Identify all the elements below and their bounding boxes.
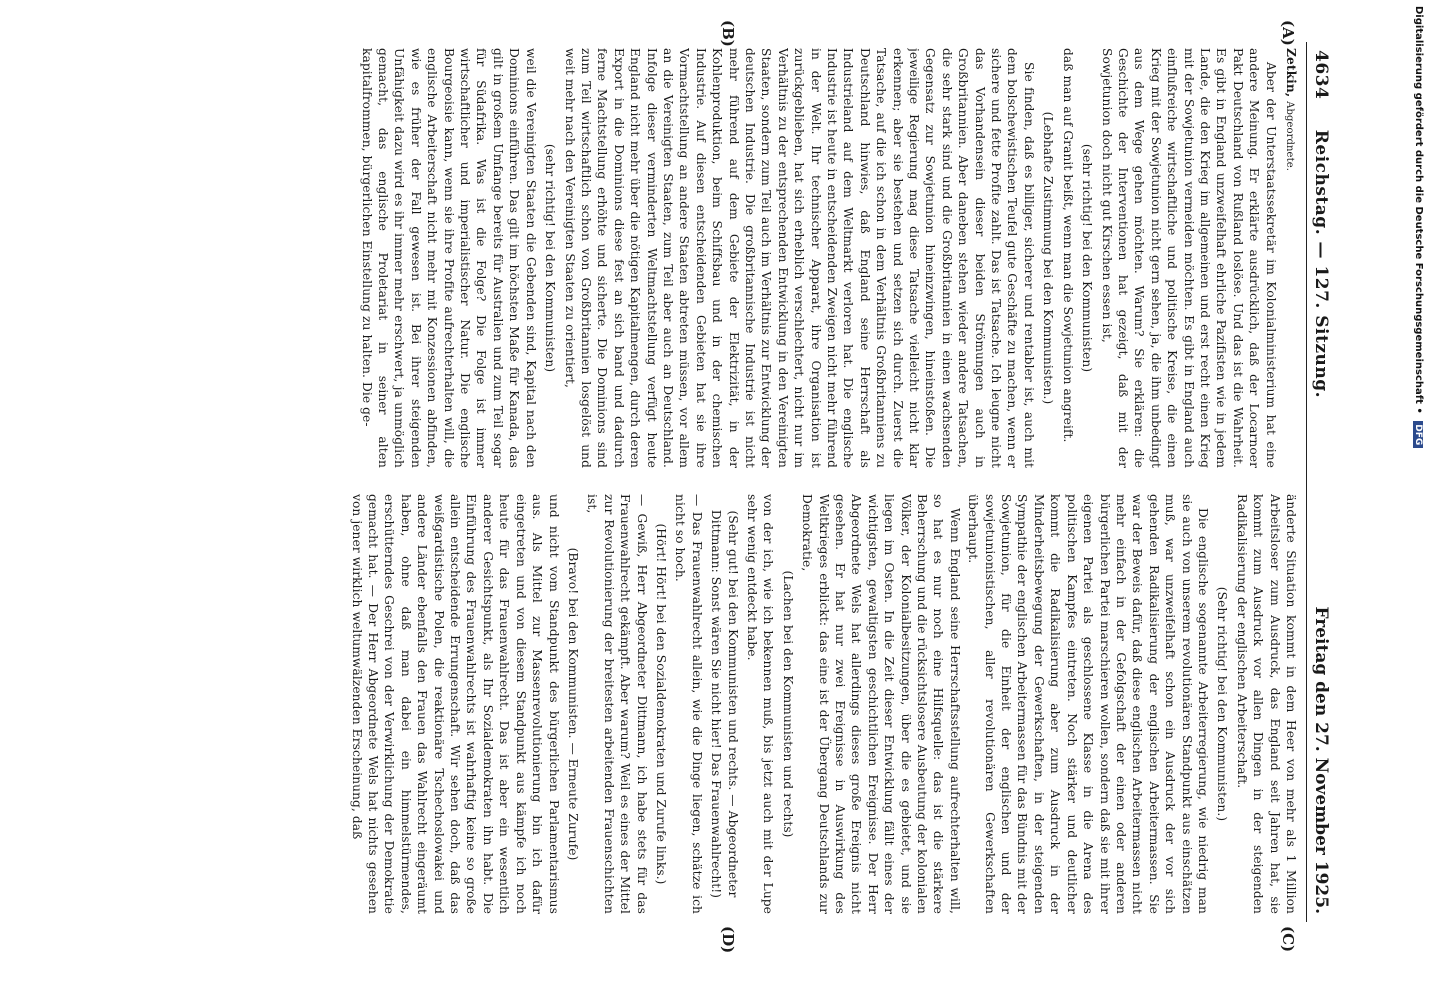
header-rule: [1306, 42, 1307, 922]
paragraph: und nicht vom Standpunkt des bürgerlichen Parlamentarismus aus. Als Mittel zur Massenrevolutionierung bin ich dafür eingetreten und von diesem Standpunkt aus kämpfe ich noch heute für das Frauenwahlrecht. Das ist aber ein wesentlich anderer Gesichtspunkt, als Ihr Sozialdemokraten ihn habt. Die Einführung des Frauenwahlrechts ist wahrhaftig keine so große allein entscheidende Errungenschaft. Wir sehen doch, daß das weißgardistische Polen, die reaktionäre Tschechoslowakei und andere Länder ebenfalls den Frauen das Wahlrecht eingeräumt haben, ohne daß man dabei ein himmelstürmendes, erschütterndes Geschrei von der Verwirklichung der Demokratie gemacht hat. — Der Herr Abgeordnete Wels hat nichts gesehen von jener wirklich weltumwälzenden Erscheinung, daß: [349, 494, 561, 914]
interjection: (sehr richtig! bei den Kommunisten): [1080, 143, 1095, 373]
speaker-role: Abgeordnete.: [1284, 101, 1295, 171]
paragraph: weil die Vereinigten Staaten die Gebenden sind, Kapital nach den Dominions einführen. Das gilt im höchsten Maße für Kanada, das gilt in großem Umfange bereits für Australien und zum Teil sogar für Südafrika. Was ist die Folge? Die Folge ist immer wirtschaftlicher und imperialistischer Natur. Die englische Bourgeoisie kann, wenn sie ihre Profite aufrechterhalten will, die englische Arbeiterschaft nicht mehr mit Konzessionen abfinden, wie es früher der Fall gewesen ist. Bei ihrer steigenden Unfähigkeit dazu wird es ihr immer mehr erschwert, ja unmöglich gemacht, das englische Proletariat in seiner alten kapitalfrommen, bürgerlichen Einstellung zu halten. Die ge-: [359, 48, 538, 468]
marker-a: (A): [1279, 20, 1297, 46]
paragraph: Aber der Unterstaatssekretär im Kolonialministerium hat eine andere Meinung. Er erklärte ausdrücklich, daß der Locarnoer Pakt Deutschland von Rußland loslöse. Und das ist die Wahrheit. Es gibt in England unzweifelhaft ehrliche Pazifisten wie in jedem Lande, die den Krieg im allgemeinen und erst recht einen Krieg mit der Sowjetunion vermeiden möchten. Es gibt in England auch einflußreiche wirtschaftliche und politische Kreise, die einen Krieg mit der Sowjetunion nicht gern sehen, ja, die ihm unbedingt aus dem Wege gehen möchten. Warum? Sie erklären: die Geschichte der Interventionen hat gezeigt, daß mit der Sowjetunion doch nicht gut Kirschen essen ist,: [1099, 48, 1278, 468]
digitization-note: [1410, 6, 1424, 996]
speaker-name: Zetkin,: [1284, 48, 1298, 98]
page-number: 4634: [1311, 50, 1331, 100]
interjection: (Lachen bei den Kommunisten und rechts): [780, 570, 795, 838]
interjection: (sehr richtig! bei den Kommunisten): [543, 143, 558, 373]
header-left-title: Reichstag. — 127. Sitzung.: [1311, 129, 1331, 399]
paragraph: Wenn England seine Herrschaftsstellung aufrechterhalten will, so hat es nur noch eine Hilfsquelle: das ist die stärkere Beherrschung und die rücksichtslosere Ausbeutung der kolonialen Völker, der Kolonialbesitzungen, über die es gebietet, und sie liegen im Osten. In die Zeit dieser Entwicklung fällt eines der wichtigsten, gewaltigsten geschichtlichen Ereignisse. Der Herr Abgeordnete Wels hat allerdings dieses große Ereignis nicht gesehen. Er hat nur zwei Ereignisse in Auswirkung des Weltkrieges erblickt: das eine ist der Übergang Deutschlands zur Demokratie,: [800, 494, 962, 914]
interjection: (Lebhafte Zustimmung bei den Kommunisten.): [1041, 111, 1056, 405]
interjection: (Hört! Hört! bei den Sozialdemokraten und Zurufe links.): [653, 523, 668, 885]
header-right-title: Freitag den 27. November 1925.: [1311, 606, 1331, 914]
digitization-note-text: Digitalisierung gefördert durch die Deutsche Forschungsgemeinschaft •: [1413, 6, 1424, 414]
interjection: (Bravo! bei den Kommunisten. — Erneute Zurufe): [565, 547, 580, 861]
interjection: (Sehr richtig! bei den Kommunisten.): [1215, 586, 1230, 822]
right-column: [119, 494, 1299, 914]
dfg-logo: DFG: [1413, 421, 1423, 448]
paragraph: Die englische sogenannte Arbeiterregierung, wie niedrig man sie auch von unserem revolutionären Standpunkt aus einschätzen muß, war unzweifelhaft schon ein Ausdruck der vor sich gehenden Radikalisierung der englischen Arbeitermassen. Sie war der Beweis dafür, daß diese englischen Arbeitermassen nicht mehr einfach in der Gefolgschaft der einen oder anderen bürgerlichen Partei marschieren wollen, sondern daß sie mit ihrer eigenen Partei als geschlossene Klasse in die Arena des politischen Kampfes eintreten. Noch stärker und deutlicher kommt die Radikalisierung aber zum Ausdruck in der Minderheitsbewegung der Gewerkschaften, in der steigenden Sympathie der englischen Arbeitermassen für das Bündnis mit der Sowjetunion, für die Einheit der englischen und der sowjetunionistischen, aller revolutionären Gewerkschaften überhaupt.: [966, 494, 1210, 914]
speaker-line: [1281, 48, 1299, 468]
paragraph: — Gewiß, Herr Abgeordneter Dittmann, ich habe stets für das Frauenwahlrecht gekämpft. Aber warum? Weil es eines der Mittel zur Revolutionierung der breitesten arbeitenden Frauenschichten ist,: [585, 494, 649, 914]
marker-b: (B): [719, 20, 737, 47]
paragraph: — Das Frauenwahlrecht allein, wie die Dinge liegen, schätze ich nicht so hoch.: [673, 494, 704, 914]
paragraph: von der ich, wie ich bekennen muß, bis jetzt auch mit der Lupe sehr wenig entdeckt habe.: [745, 494, 776, 914]
interjection: (Sehr gut! bei den Kommunisten und rechts. — Abgeordneter Dittmann: Sonst wären Sie nicht hier! Das Frauenwahlrecht!): [709, 509, 740, 899]
paragraph: daß man auf Granit beißt, wenn man die Sowjetunion angreift.: [1060, 48, 1075, 443]
document-page: [102, 20, 1337, 954]
left-column: [119, 48, 1299, 468]
page-header: [1297, 42, 1337, 922]
paragraph: änderte Situation kommt in dem Heer von mehr als 1 Million Arbeitsloser zum Ausdruck, das England seit Jahren hat, sie kommt zum Ausdruck vor allen Dingen in der steigenden Radikalisierung der englischen Arbeiterschaft.: [1234, 494, 1298, 914]
paragraph: Sie finden, daß es billiger, sicherer und rentabler ist, auch mit dem bolschewistischen Teufel gute Geschäfte zu machen, wenn er sichere und fette Profite zahlt. Das ist Tatsache. Ich leugne nicht das Vorhandensein dieser beiden Strömungen auch in Großbritannien. Aber daneben stehen wieder andere Tatsachen, die sehr stark sind und die Großbritannien in einen wachsenden Gegensatz zur Sowjetunion hineinzwingen, hineinstoßen. Die jeweilige Regierung mag diese Tatsache vielleicht nicht klar erkennen; aber sie bestehen und setzen sich durch. Zuerst die Tatsache, auf die ich schon in dem Verhältnis Großbritanniens zu Deutschland hinwies, daß England seine Herrschaft als Industrieland auf dem Weltmarkt verloren hat. Die englische Industrie ist heute in entscheidenden Zweigen nicht mehr führend in der Welt. Ihr technischer Apparat, ihre Organisation ist zurückgeblieben, hat sich erheblich verschlechtert, nicht nur im Verhältnis zu der entsprechenden Entwicklung in den Vereinigten Staaten, sondern zum Teil auch im Verhältnis zur Entwicklung der deutschen Industrie. Die großbritannische Industrie ist nicht mehr führend auf dem Gebiete der Elektrizität, in der Kohlenproduktion, beim Schiffsbau und in der chemischen Industrie. Auf diesen entscheidenden Gebieten hat sie ihre Vormachtstellung an andere Staaten abtreten müssen, vor allem an die Vereinigten Staaten, zum Teil aber auch an Deutschland. Infolge dieser verminderten Weltmachtstellung verfügt heute England nicht mehr über die nötigen Kapitalmengen, durch deren Export in die Dominions diese fest an sich band und dadurch ferne Machtstellung erhöhte und sicherte. Die Dominions sind zum Teil wirtschaftlich schon von Großbritannien losgelöst und weit mehr nach den Vereinigten Staaten zu orientiert,: [562, 48, 1036, 468]
marker-c: (C): [1279, 926, 1297, 953]
header-left: [1311, 50, 1331, 398]
marker-d: (D): [719, 926, 737, 954]
